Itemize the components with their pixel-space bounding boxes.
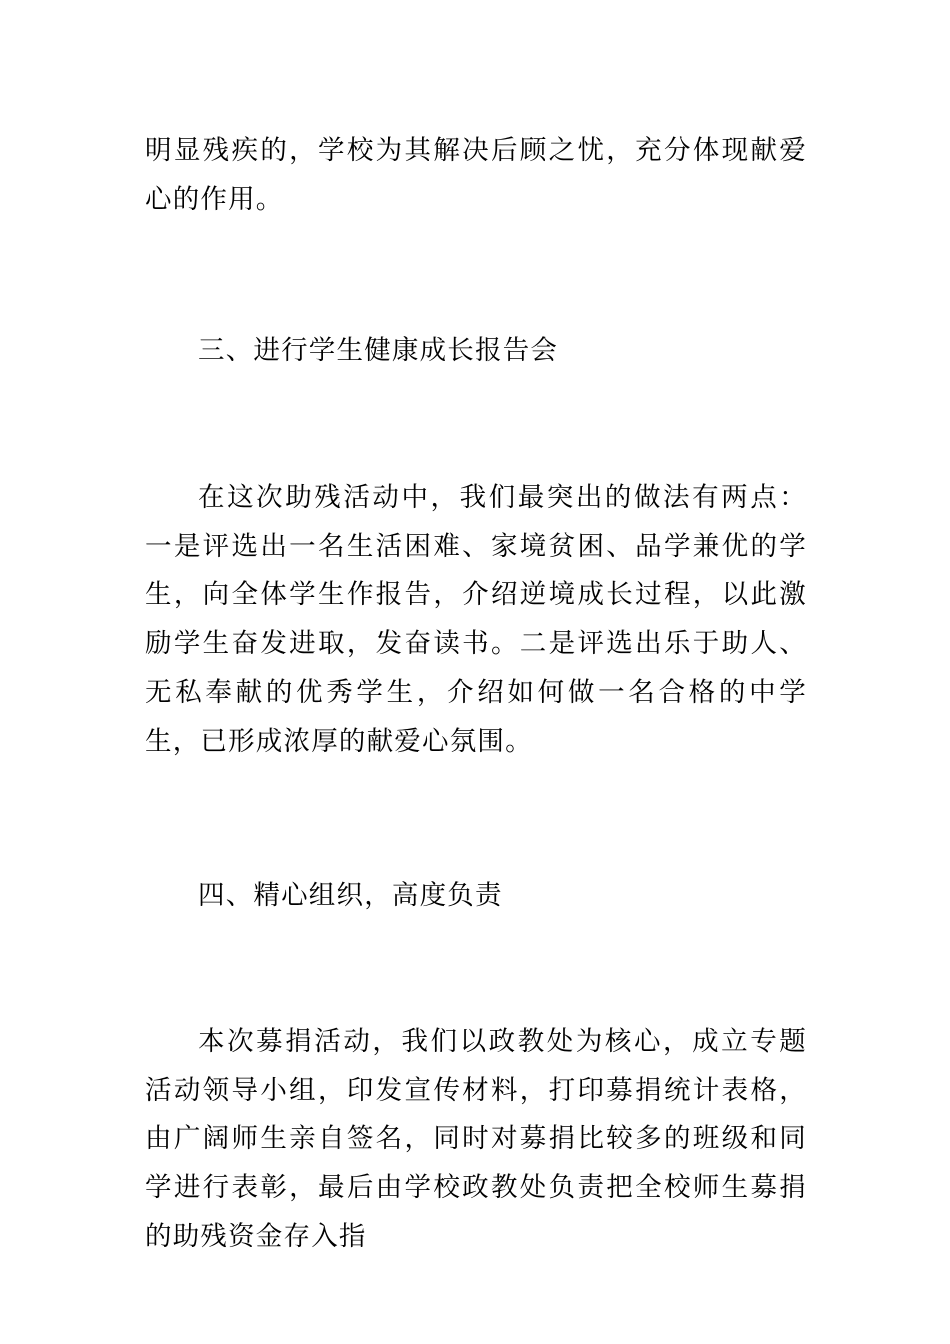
section-4-body-paragraph: 本次募捐活动，我们以政教处为核心，成立专题活动领导小组，印发宣传材料，打印募捐统计表格，由广阔师生亲自签名，同时对募捐比较多的班级和同学进行表彰，最后由学校政教处负责把全校师生募捐的助残资金存入指	[145, 1026, 807, 1252]
section-heading-4: 四、精心组织，高度负责	[198, 880, 503, 911]
continuation-paragraph: 明显残疾的，学校为其解决后顾之忧，充分体现献爱心的作用。	[145, 135, 807, 215]
section-heading-3: 三、进行学生健康成长报告会	[198, 335, 559, 366]
section-3-body-paragraph: 在这次助残活动中，我们最突出的做法有两点：一是评选出一名生活困难、家境贫困、品学兼优的学生，向全体学生作报告，介绍逆境成长过程，以此激励学生奋发进取，发奋读书。二是评选出乐于助人、无私奉献的优秀学生，介绍如何做一名合格的中学生，已形成浓厚的献爱心氛围。	[145, 482, 807, 757]
